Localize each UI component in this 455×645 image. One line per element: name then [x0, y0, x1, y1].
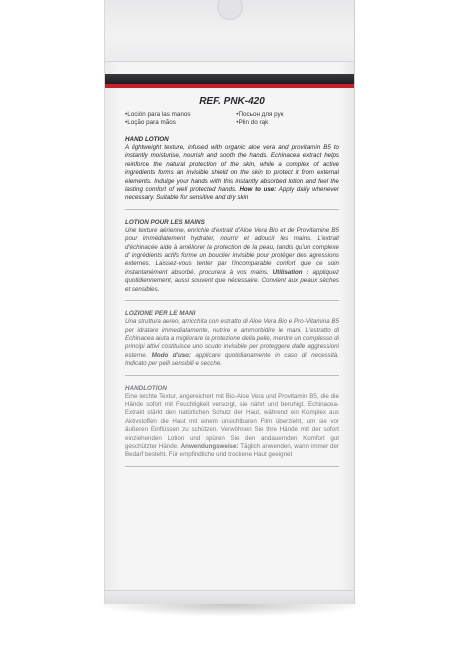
product-box [104, 0, 355, 604]
section-body-italian [125, 318, 339, 368]
usage-label: Utilisation : [272, 268, 309, 276]
body-text: Una struttura aereo, arricchita con estratto di Aloe Vera Bio e Pro-Vitamina B5 per idratare immediatamente, nutrire e ammorbidire le mani. L'estratto di Echinacea aiuta a migliorare la protezione della pelle, mentre un complesso di principi attivi costituisce uno scudo invisibile per proteggere dalle aggressioni esterne. [125, 318, 339, 359]
usage-text: Täglich anwenden, wann immer der Bedarf besteht. Für empfindliche und trockene Haut geeignet [125, 442, 339, 459]
product-names [125, 111, 339, 127]
section-body-german [125, 393, 339, 460]
usage-label: Modo d'uso: [151, 351, 192, 359]
product-name-pl: •Płin do rąk [236, 119, 269, 126]
section-german [125, 385, 339, 467]
body-text: A lightweight texture, infused with organic aloe vera and provitamin B5 to instantly moisturise, nourish and sooth the hands. Echinacea extract helps reinforce the natural protection of the skin, while a complex of active ingredients forms an invisible shield on the skin to protect it from external elements. Indulge your hands with this instantly absorbed lotion and feel the lasting comfort of well protected hands. [125, 144, 339, 194]
product-name-ru: •Посьон для рук [236, 111, 284, 118]
black-stripe [105, 74, 354, 84]
usage-label: How to use: [239, 186, 277, 194]
section-title-english: HAND LOTION [125, 136, 169, 143]
body-text: Eine leichte Textur, angereichert mit Bio-Aloe Vera und Provitamin B5, die die Hände sofort mit Feuchtigkeit versorgt, sie nährt und beruhigt. Echinacea-Extrakt stärkt den natürlichen Schutz der Haut, während ein Komplex aus Aktivstoffen die Haut mit einem unsichtbaren Film überzieht, um sie vor äußeren Einflüssen zu schützen. Verwöhnen Sie Ihre Hände mit der sofort einziehenden Lotion und spüren Sie den andauernden Komfort gut geschützter Hände. [125, 392, 339, 450]
product-name-es: •Loción para las manos [125, 111, 191, 118]
product-ref: REF. PNK-420 [199, 96, 265, 107]
section-title-italian: LOZIONE PER LE MANI [125, 310, 196, 318]
usage-text: Apply daily whenever necessary. Suitable for sensitive and dry skin [125, 186, 339, 202]
box-top-flap [105, 0, 354, 62]
section-english [125, 136, 339, 210]
section-italian [125, 310, 339, 375]
section-divider [125, 375, 339, 376]
section-divider [125, 300, 339, 301]
red-stripe [105, 84, 354, 88]
section-title-german: HANDLOTION [125, 384, 167, 392]
usage-label: Anwendungsweise: [180, 442, 239, 450]
section-divider [125, 466, 339, 467]
section-body-french [125, 227, 339, 294]
usage-text: appliquez quotidiennement, aussi souvent que nécessaire. Convient aux peaux sèches et sensibles. [125, 268, 339, 293]
section-french [125, 219, 339, 301]
product-name-pt: •Loção para mãos [125, 119, 176, 126]
product-names-left [125, 111, 228, 127]
label-text-panel [125, 96, 339, 467]
product-names-right [236, 111, 339, 127]
section-title-french: LOTION POUR LES MAINS [125, 218, 205, 226]
section-body-english [125, 144, 339, 203]
box-bottom-edge [105, 590, 354, 604]
usage-text: applicare quotidianamente in caso di necessità. Indicato per pelli sensibili e secche. [125, 351, 339, 368]
brand-emblem-icon [217, 0, 243, 20]
body-text: Une texture aérienne, enrichie d'extrait d'Aloe Vera Bio et de Provitamine B5 pour immédiatement hydrater, nourrir et adoucir les mains. L'extrait d'échinacée aide à améliorer la protection de la peau, tandis qu'un complexe d' ingrédients actifs forme un bouclier invisible pour protéger des agressions externes. Laissez-vous tenter par l'incomparable confort que ce soin instantanément absorbé, procurera à vos mains. [125, 226, 339, 276]
section-divider [125, 209, 339, 210]
